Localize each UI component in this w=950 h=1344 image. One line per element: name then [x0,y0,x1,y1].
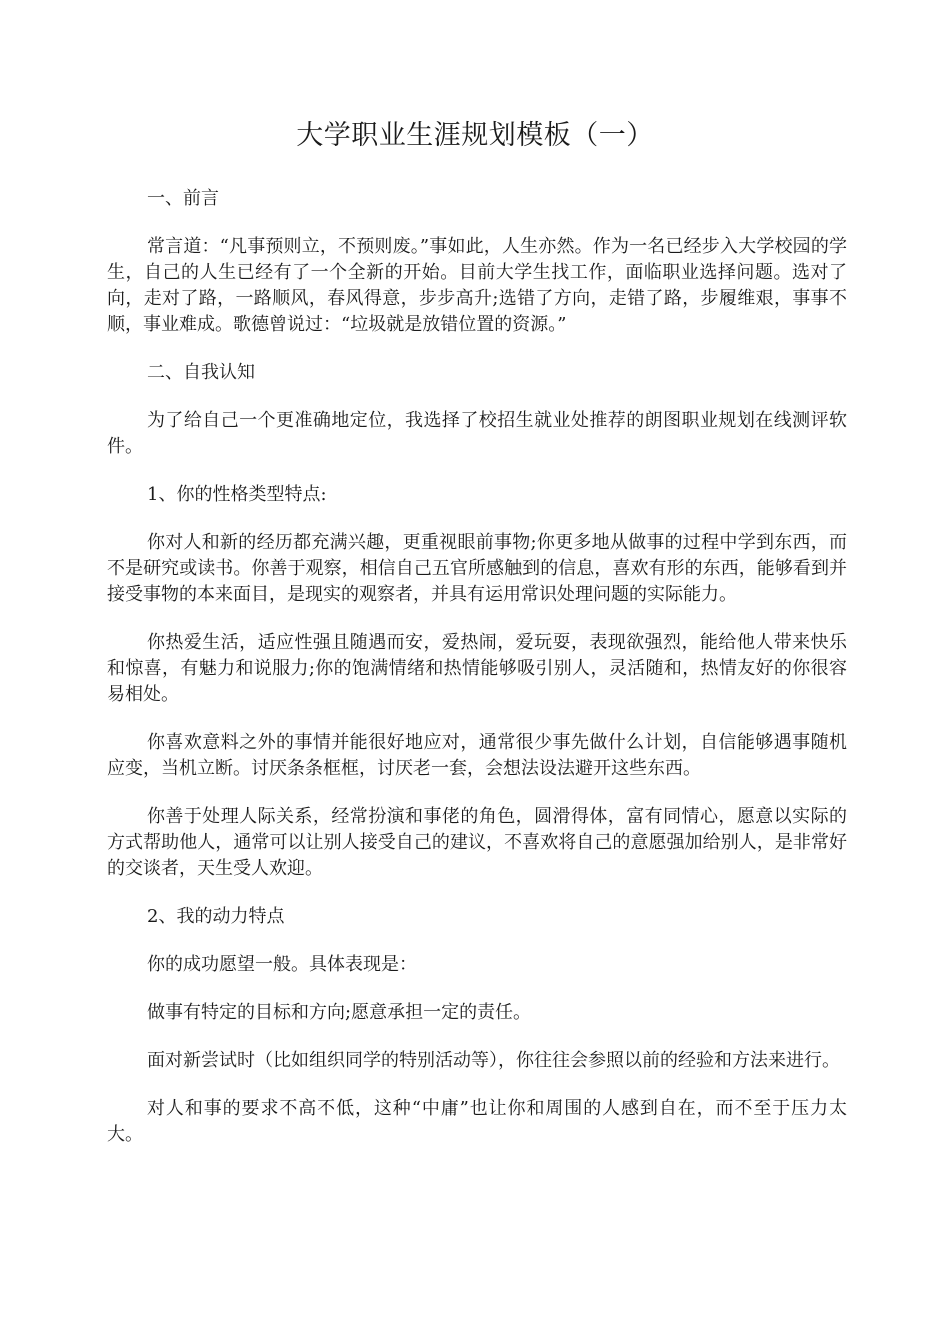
paragraph-personality-3: 你喜欢意料之外的事情并能很好地应对，通常很少事先做什么计划，自信能够遇事随机应变，当机立断。讨厌条条框框，讨厌老一套，会想法设法避开这些东西。 [107,732,847,779]
subheading-personality-traits: 1、你的性格类型特点: [147,484,327,505]
section-heading-preface: 一、前言 [147,188,219,209]
document-body [107,186,847,1148]
paragraph-personality-1: 你对人和新的经历都充满兴趣，更重视眼前事物;你更多地从做事的过程中学到东西，而不是研究或读书。你善于观察，相信自己五官所感触到的信息，喜欢有形的东西，能够看到并接受事物的本来面目，是现实的观察者，并具有运用常识处理问题的实际能力。 [107,532,847,605]
paragraph-assessment-tool: 为了给自己一个更准确地定位，我选择了校招生就业处推荐的朗图职业规划在线测评软件。 [107,410,847,457]
section-heading-self-awareness: 二、自我认知 [147,362,255,383]
paragraph-preface: 常言道：“凡事预则立，不预则废。”事如此，人生亦然。作为一名已经步入大学校园的学生，自己的人生已经有了一个全新的开始。目前大学生找工作，面临职业选择问题。选对了向，走对了路，一路顺风，春风得意，步步高升;选错了方向，走错了路，步履维艰，事事不顺，事业难成。歌德曾说过：“垃圾就是放错位置的资源。” [107,236,847,335]
subheading-motivation-traits: 2、我的动力特点 [147,906,285,927]
paragraph-motivation-4: 对人和事的要求不高不低，这种“中庸”也让你和周围的人感到自在，而不至于压力太大。 [107,1098,847,1145]
paragraph-motivation-1: 你的成功愿望一般。具体表现是： [147,954,417,975]
document-title: 大学职业生涯规划模板（一） [296,120,654,151]
paragraph-personality-2: 你热爱生活，适应性强且随遇而安，爱热闹，爱玩耍，表现欲强烈，能给他人带来快乐和惊喜，有魅力和说服力;你的饱满情绪和热情能够吸引别人，灵活随和，热情友好的你很容易相处。 [107,632,847,705]
paragraph-motivation-2: 做事有特定的目标和方向;愿意承担一定的责任。 [147,1002,532,1023]
paragraph-personality-4: 你善于处理人际关系，经常扮演和事佬的角色，圆滑得体，富有同情心，愿意以实际的方式帮助他人，通常可以让别人接受自己的建议，不喜欢将自己的意愿强加给别人，是非常好的交谈者，天生受人欢迎。 [107,806,847,879]
paragraph-motivation-3: 面对新尝试时（比如组织同学的特别活动等），你往往会参照以前的经验和方法来进行。 [147,1050,840,1071]
